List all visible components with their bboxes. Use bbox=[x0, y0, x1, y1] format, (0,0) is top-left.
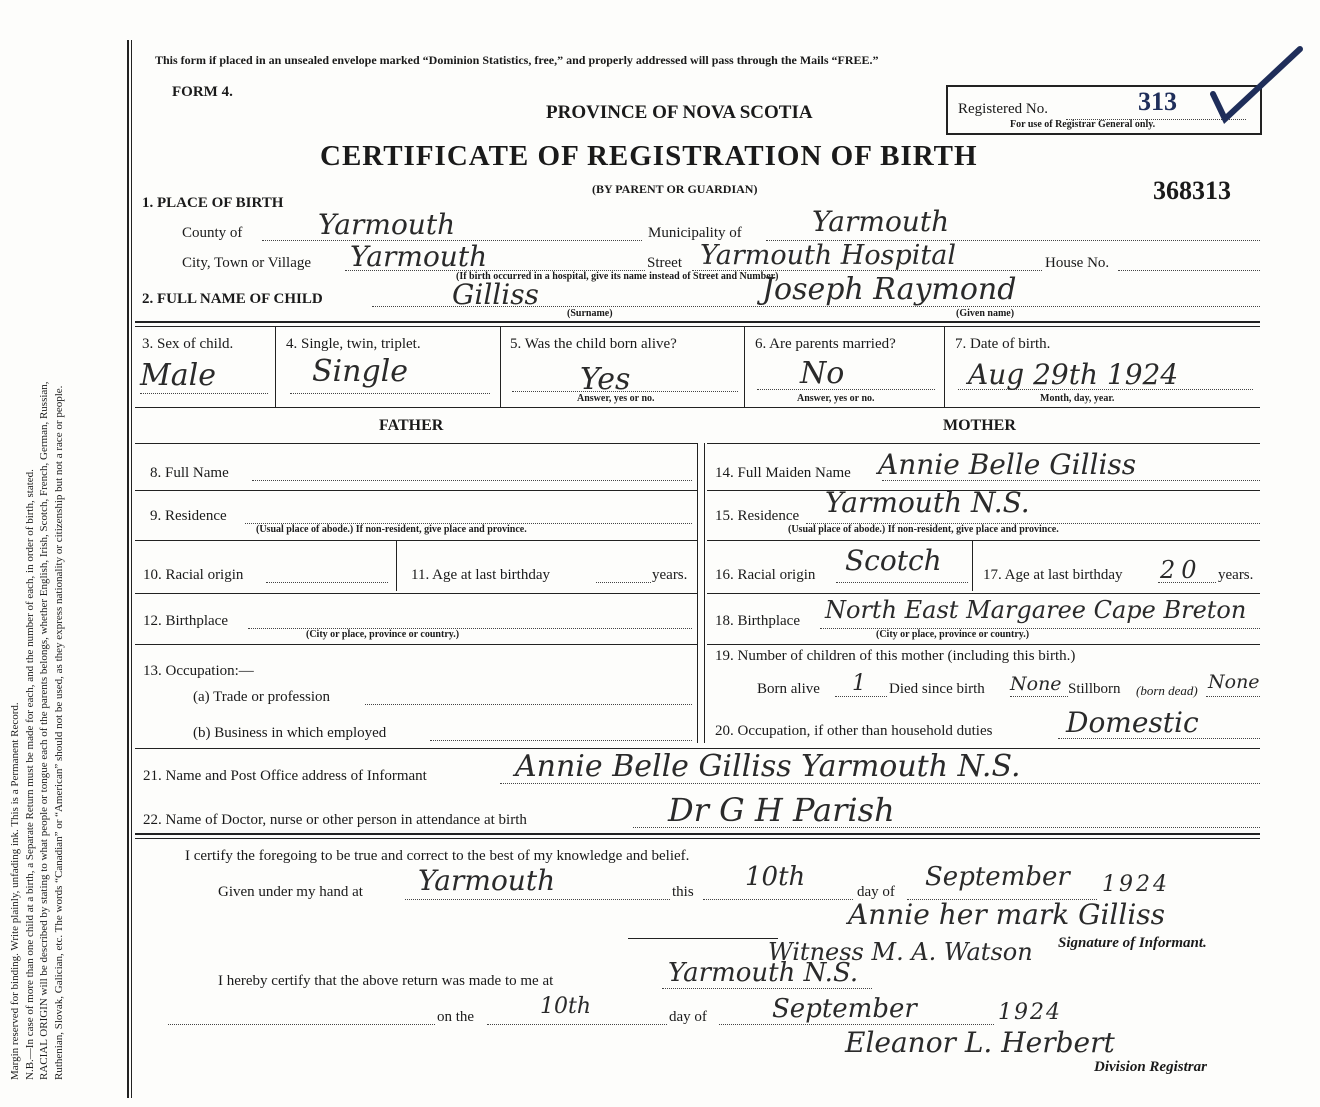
mother-occupation-label: 20. Occupation, if other than household duties bbox=[715, 723, 993, 739]
registered-number: 313 bbox=[1138, 87, 1177, 116]
registrar-date-line bbox=[168, 1024, 435, 1025]
mother-age-label: 17. Age at last birthday bbox=[983, 567, 1123, 583]
married-value: No bbox=[800, 356, 845, 391]
married-line bbox=[757, 389, 935, 390]
street-value: Yarmouth Hospital bbox=[700, 240, 956, 271]
registrar-day-of: day of bbox=[669, 1009, 707, 1025]
registered-label: Registered No. bbox=[958, 101, 1048, 117]
form-number: FORM 4. bbox=[172, 84, 233, 100]
dob-caption: Month, day, year. bbox=[1040, 393, 1115, 404]
witness-signature: Witness M. A. Watson bbox=[768, 938, 1033, 966]
died-since-birth-label: Died since birth bbox=[889, 681, 985, 697]
given-name-caption: (Given name) bbox=[956, 308, 1015, 319]
doctor-value: Dr G H Parish bbox=[668, 791, 895, 829]
married-question: 6. Are parents married? bbox=[755, 336, 896, 352]
margin-rule-inner bbox=[131, 40, 132, 1098]
margin-note-binding: Margin reserved for binding. Write plainly, unfading ink. This is a Permanent Record. bbox=[9, 702, 21, 1080]
father-residence-label: 9. Residence bbox=[150, 508, 227, 524]
margin-note-racial-origin: RACIAL ORIGIN will be described by stating to what people or tongue each of the parents belongs, whether English, Irish, Scotch, French, German, Russian, bbox=[38, 381, 50, 1080]
place-of-birth-heading: 1. PLACE OF BIRTH bbox=[142, 195, 284, 211]
father-racial-label: 10. Racial origin bbox=[143, 567, 244, 583]
father-name-line bbox=[252, 480, 692, 481]
section-rule bbox=[135, 833, 1260, 835]
registrar-place-line bbox=[662, 988, 872, 989]
given-place-value: Yarmouth bbox=[418, 864, 556, 897]
mother-racial-value: Scotch bbox=[845, 544, 942, 577]
cell-divider bbox=[744, 327, 745, 407]
registrar-place-value: Yarmouth N.S. bbox=[668, 958, 859, 988]
stillborn-label: Stillborn bbox=[1068, 681, 1121, 697]
mother-occupation-value: Domestic bbox=[1066, 706, 1199, 739]
house-number-line bbox=[1118, 270, 1260, 271]
mother-birthplace-caption: (City or place, province or country.) bbox=[876, 629, 1030, 640]
born-alive-count-line bbox=[835, 696, 887, 697]
registrar-statement: I hereby certify that the above return was made to me at bbox=[218, 973, 554, 989]
city-value: Yarmouth bbox=[350, 240, 488, 273]
municipality-label: Municipality of bbox=[648, 225, 742, 241]
day-of-label: day of bbox=[857, 884, 895, 900]
house-number-label: House No. bbox=[1045, 255, 1110, 271]
province-heading: PROVINCE OF NOVA SCOTIA bbox=[546, 102, 813, 123]
father-birthplace-caption: (City or place, province or country.) bbox=[306, 629, 460, 640]
margin-note-racial-origin-cont: Ruthenian, Slovak, Galician, etc. The words “Canadian” or “American” should not be used, as they express nationality or citizenship but not a race or people. bbox=[52, 385, 65, 1080]
father-business-label: (b) Business in which employed bbox=[193, 725, 387, 741]
father-birthplace-label: 12. Birthplace bbox=[143, 613, 228, 629]
row-rule bbox=[135, 644, 697, 645]
registrar-on-the: on the bbox=[437, 1009, 475, 1025]
certificate-title: CERTIFICATE OF REGISTRATION OF BIRTH bbox=[320, 140, 978, 172]
mother-birthplace-label: 18. Birthplace bbox=[715, 613, 800, 629]
mother-name-label: 14. Full Maiden Name bbox=[715, 465, 851, 481]
born-alive-count-label: Born alive bbox=[757, 681, 820, 697]
cell-divider bbox=[275, 327, 276, 407]
registrar-day-line bbox=[487, 1024, 667, 1025]
margin-rule bbox=[127, 40, 129, 1098]
father-rule bbox=[135, 443, 697, 444]
informant-value: Annie Belle Gilliss Yarmouth N.S. bbox=[515, 749, 1021, 784]
mother-heading: MOTHER bbox=[943, 417, 1016, 434]
registrar-signature: Eleanor L. Herbert bbox=[845, 1026, 1115, 1059]
informant-signature: Annie her mark Gilliss bbox=[848, 898, 1166, 931]
surname-caption: (Surname) bbox=[567, 308, 613, 319]
father-trade-label: (a) Trade or profession bbox=[193, 689, 331, 705]
dob-value: Aug 29th 1924 bbox=[968, 358, 1179, 391]
child-name-label: 2. FULL NAME OF CHILD bbox=[142, 291, 323, 307]
row-rule bbox=[135, 593, 697, 594]
certificate-subtitle: (BY PARENT OR GUARDIAN) bbox=[592, 182, 758, 196]
mother-rule bbox=[707, 443, 1260, 444]
given-under-hand-label: Given under my hand at bbox=[218, 884, 363, 900]
doctor-label: 22. Name of Doctor, nurse or other person in attendance at birth bbox=[143, 812, 527, 828]
child-given-name: Joseph Raymond bbox=[762, 272, 1017, 307]
cell-divider bbox=[944, 327, 945, 407]
signature-caption: Signature of Informant. bbox=[1058, 935, 1207, 951]
postage-notice: This form if placed in an unsealed envelope marked “Dominion Statistics, free,” and properly addressed will pass through the Mails “FREE.” bbox=[155, 53, 879, 67]
father-name-label: 8. Full Name bbox=[150, 465, 229, 481]
witness-rule bbox=[628, 938, 778, 939]
column-divider bbox=[704, 443, 705, 743]
registered-note: For use of Registrar General only. bbox=[1010, 119, 1156, 130]
serial-number: 368313 bbox=[1153, 176, 1231, 205]
mother-residence-label: 15. Residence bbox=[715, 508, 800, 524]
plurality-line bbox=[290, 393, 490, 394]
certify-year-value: 1924 bbox=[1102, 872, 1170, 897]
plurality-label: 4. Single, twin, triplet. bbox=[286, 336, 421, 352]
mother-children-label: 19. Number of children of this mother (including this birth.) bbox=[715, 648, 1076, 664]
registrar-year-value: 1924 bbox=[998, 1000, 1062, 1025]
row-rule bbox=[707, 540, 1260, 541]
born-alive-caption: Answer, yes or no. bbox=[577, 393, 655, 404]
registrar-month-line bbox=[719, 1024, 994, 1025]
cell-divider bbox=[972, 541, 973, 591]
row-rule bbox=[707, 593, 1260, 594]
dob-label: 7. Date of birth. bbox=[955, 336, 1051, 352]
county-label: County of bbox=[182, 225, 243, 241]
married-caption: Answer, yes or no. bbox=[797, 393, 875, 404]
registrar-month-value: September bbox=[772, 994, 917, 1024]
informant-label: 21. Name and Post Office address of Informant bbox=[143, 768, 427, 784]
stillborn-note: (born dead) bbox=[1136, 683, 1198, 698]
father-residence-caption: (Usual place of abode.) If non-resident, give place and province. bbox=[256, 524, 527, 535]
mother-birthplace-value: North East Margaree Cape Breton bbox=[825, 596, 1247, 624]
father-trade-line bbox=[365, 704, 692, 705]
mother-age-value: 20 bbox=[1160, 556, 1203, 584]
margin-note-separate-return: N.B.—In case of more than one child at a birth, a Separate Return must be made for each, and the number of each, in order of birth, stated. bbox=[23, 469, 36, 1080]
day-line bbox=[703, 899, 853, 900]
cell-divider bbox=[396, 541, 397, 591]
child-surname: Gilliss bbox=[452, 278, 539, 311]
mother-racial-line bbox=[836, 582, 968, 583]
father-age-label: 11. Age at last birthday bbox=[411, 567, 550, 583]
county-value: Yarmouth bbox=[318, 208, 456, 241]
column-divider bbox=[697, 443, 698, 743]
municipality-value: Yarmouth bbox=[812, 205, 950, 238]
father-age-line bbox=[596, 582, 651, 583]
father-years: years. bbox=[652, 567, 688, 583]
father-business-line bbox=[430, 740, 692, 741]
row-rule bbox=[135, 490, 697, 491]
row-rule bbox=[135, 540, 697, 541]
certify-statement: I certify the foregoing to be true and correct to the best of my knowledge and belief. bbox=[185, 848, 690, 864]
section-rule bbox=[135, 321, 1260, 323]
section-rule bbox=[135, 326, 1260, 327]
father-occupation-label: 13. Occupation:— bbox=[143, 663, 254, 679]
city-label: City, Town or Village bbox=[182, 255, 312, 271]
plurality-value: Single bbox=[312, 354, 409, 389]
registrar-day-value: 10th bbox=[540, 994, 592, 1019]
stillborn-value: None bbox=[1208, 671, 1260, 693]
born-alive-count: 1 bbox=[852, 671, 866, 696]
section-rule bbox=[135, 407, 1260, 408]
certify-month-value: September bbox=[925, 862, 1070, 892]
father-racial-line bbox=[266, 582, 388, 583]
mother-residence-value: Yarmouth N.S. bbox=[825, 486, 1030, 519]
cell-divider bbox=[500, 327, 501, 407]
given-place-line bbox=[405, 899, 670, 900]
section-rule bbox=[135, 838, 1260, 839]
father-heading: FATHER bbox=[379, 417, 444, 434]
this-label: this bbox=[672, 884, 694, 900]
row-rule bbox=[707, 644, 1260, 645]
certify-day-value: 10th bbox=[745, 862, 806, 892]
sex-line bbox=[140, 393, 268, 394]
died-since-birth-value: None bbox=[1010, 673, 1062, 695]
mother-residence-caption: (Usual place of abode.) If non-resident, give place and province. bbox=[788, 524, 1059, 535]
born-alive-question: 5. Was the child born alive? bbox=[510, 336, 677, 352]
mother-racial-label: 16. Racial origin bbox=[715, 567, 816, 583]
stillborn-line bbox=[1206, 696, 1260, 697]
sex-label: 3. Sex of child. bbox=[142, 336, 234, 352]
mother-years: years. bbox=[1218, 567, 1254, 583]
check-mark-icon bbox=[1205, 44, 1305, 124]
died-since-birth-line bbox=[1010, 696, 1068, 697]
margin-notes bbox=[8, 40, 128, 1080]
street-label: Street bbox=[647, 255, 682, 271]
born-alive-value: Yes bbox=[580, 362, 631, 397]
mother-name-value: Annie Belle Gilliss bbox=[878, 448, 1137, 481]
registrar-caption: Division Registrar bbox=[1094, 1059, 1207, 1075]
sex-value: Male bbox=[140, 358, 216, 393]
hospital-note: (If birth occurred in a hospital, give its name instead of Street and Number) bbox=[456, 271, 779, 282]
